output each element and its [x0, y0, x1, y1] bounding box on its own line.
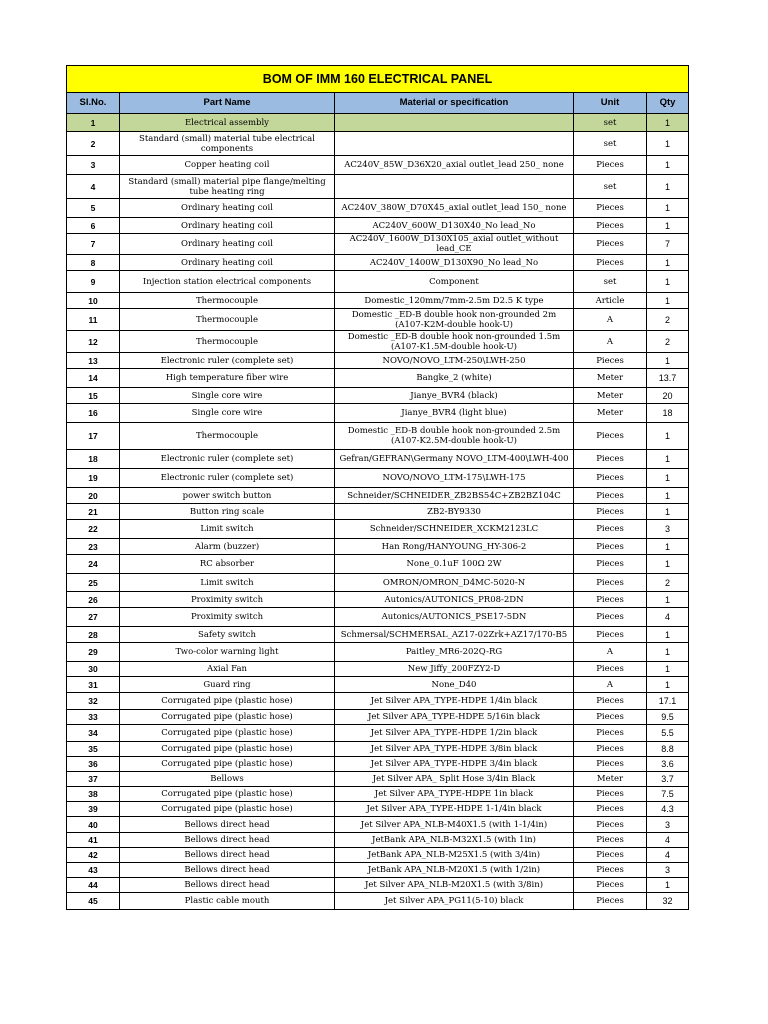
cell-part-name: Bellows direct head	[120, 848, 335, 863]
table-row	[67, 555, 689, 574]
cell-qty: 1	[647, 255, 689, 271]
cell-material: Domestic_120mm/7mm-2.5m D2.5 K type	[335, 293, 574, 309]
cell-unit: A	[574, 643, 647, 662]
cell-slno: 37	[67, 772, 120, 787]
cell-material: Component	[335, 271, 574, 293]
cell-slno: 10	[67, 293, 120, 309]
cell-material: Jet Silver APA_PG11(5-10) black	[335, 893, 574, 910]
cell-qty: 3.7	[647, 772, 689, 787]
cell-part-name: Single core wire	[120, 388, 335, 404]
cell-qty: 1	[647, 488, 689, 504]
cell-slno: 44	[67, 878, 120, 893]
cell-unit: Meter	[574, 772, 647, 787]
bom-table-body	[67, 114, 689, 910]
table-row	[67, 863, 689, 878]
cell-unit: Pieces	[574, 218, 647, 234]
cell-unit: Pieces	[574, 863, 647, 878]
cell-qty: 4	[647, 833, 689, 848]
cell-material: NOVO/NOVO_LTM-250\LWH-250	[335, 353, 574, 369]
cell-slno: 21	[67, 504, 120, 520]
cell-unit: Pieces	[574, 574, 647, 592]
cell-unit: Pieces	[574, 353, 647, 369]
cell-qty: 1	[647, 539, 689, 555]
cell-qty: 1	[647, 353, 689, 369]
cell-part-name: Electronic ruler (complete set)	[120, 450, 335, 469]
cell-qty: 1	[647, 199, 689, 218]
cell-part-name: Corrugated pipe (plastic hose)	[120, 725, 335, 742]
cell-part-name: Electronic ruler (complete set)	[120, 469, 335, 488]
cell-slno: 7	[67, 234, 120, 255]
cell-slno: 1	[67, 114, 120, 132]
cell-slno: 12	[67, 331, 120, 353]
table-row	[67, 156, 689, 175]
cell-part-name: Plastic cable mouth	[120, 893, 335, 910]
table-row	[67, 742, 689, 757]
cell-part-name: Electrical assembly	[120, 114, 335, 132]
cell-part-name: Thermocouple	[120, 309, 335, 331]
table-row	[67, 772, 689, 787]
cell-material: None_0.1uF 100Ω 2W	[335, 555, 574, 574]
column-header-qty: Qty	[647, 93, 689, 114]
cell-qty: 1	[647, 555, 689, 574]
cell-qty: 1	[647, 592, 689, 608]
cell-qty: 1	[647, 114, 689, 132]
table-row	[67, 787, 689, 802]
cell-slno: 22	[67, 520, 120, 539]
cell-qty: 1	[647, 293, 689, 309]
cell-unit: Pieces	[574, 848, 647, 863]
cell-slno: 11	[67, 309, 120, 331]
cell-slno: 41	[67, 833, 120, 848]
cell-unit: Pieces	[574, 757, 647, 772]
cell-part-name: RC absorber	[120, 555, 335, 574]
table-row	[67, 353, 689, 369]
table-row	[67, 592, 689, 608]
cell-unit: Meter	[574, 388, 647, 404]
cell-part-name: Button ring scale	[120, 504, 335, 520]
table-row	[67, 234, 689, 255]
table-row	[67, 710, 689, 725]
cell-qty: 1	[647, 156, 689, 175]
cell-unit: set	[574, 271, 647, 293]
cell-qty: 1	[647, 132, 689, 156]
cell-slno: 32	[67, 693, 120, 710]
cell-unit: Pieces	[574, 725, 647, 742]
cell-part-name: Proximity switch	[120, 592, 335, 608]
cell-part-name: Bellows direct head	[120, 863, 335, 878]
table-row	[67, 450, 689, 469]
cell-material: Autonics/AUTONICS_PR08-2DN	[335, 592, 574, 608]
cell-unit: Meter	[574, 369, 647, 388]
cell-part-name: Proximity switch	[120, 608, 335, 627]
cell-part-name: Thermocouple	[120, 293, 335, 309]
cell-part-name: Bellows direct head	[120, 833, 335, 848]
cell-slno: 2	[67, 132, 120, 156]
cell-material: Jet Silver APA_NLB-M40X1.5 (with 1-1/4in)	[335, 817, 574, 833]
cell-qty: 4	[647, 848, 689, 863]
cell-material: AC240V_85W_D36X20_axial outlet_lead 250_ none	[335, 156, 574, 175]
cell-unit: Pieces	[574, 488, 647, 504]
table-title: BOM OF IMM 160 ELECTRICAL PANEL	[67, 66, 689, 93]
cell-slno: 33	[67, 710, 120, 725]
cell-slno: 15	[67, 388, 120, 404]
cell-qty: 1	[647, 271, 689, 293]
cell-unit: Pieces	[574, 255, 647, 271]
table-row	[67, 757, 689, 772]
table-row	[67, 293, 689, 309]
cell-material	[335, 132, 574, 156]
cell-qty: 1	[647, 504, 689, 520]
cell-material: Domestic _ED-B double hook non-grounded 2.5m (A107-K2.5M-double hook-U)	[335, 423, 574, 450]
cell-slno: 30	[67, 662, 120, 677]
cell-qty: 1	[647, 450, 689, 469]
cell-material: Jianye_BVR4 (black)	[335, 388, 574, 404]
cell-qty: 8.8	[647, 742, 689, 757]
table-row	[67, 331, 689, 353]
cell-part-name: Injection station electrical components	[120, 271, 335, 293]
table-row	[67, 662, 689, 677]
cell-qty: 3	[647, 520, 689, 539]
cell-unit: Pieces	[574, 893, 647, 910]
cell-qty: 3	[647, 863, 689, 878]
cell-qty: 17.1	[647, 693, 689, 710]
cell-qty: 1	[647, 218, 689, 234]
cell-qty: 7.5	[647, 787, 689, 802]
cell-material: Han Rong/HANYOUNG_HY-306-2	[335, 539, 574, 555]
cell-unit: Pieces	[574, 469, 647, 488]
cell-material: Jet Silver APA_ Split Hose 3/4in Black	[335, 772, 574, 787]
cell-material: Jet Silver APA_TYPE-HDPE 1/4in black	[335, 693, 574, 710]
table-row	[67, 643, 689, 662]
cell-part-name: Limit switch	[120, 520, 335, 539]
cell-unit: Pieces	[574, 592, 647, 608]
cell-slno: 24	[67, 555, 120, 574]
cell-part-name: Single core wire	[120, 404, 335, 423]
cell-slno: 25	[67, 574, 120, 592]
cell-slno: 17	[67, 423, 120, 450]
cell-slno: 9	[67, 271, 120, 293]
cell-part-name: Bellows direct head	[120, 878, 335, 893]
cell-slno: 23	[67, 539, 120, 555]
cell-unit: Pieces	[574, 504, 647, 520]
table-row	[67, 218, 689, 234]
cell-part-name: Ordinary heating coil	[120, 199, 335, 218]
cell-material: Autonics/AUTONICS_PSE17-5DN	[335, 608, 574, 627]
cell-part-name: Limit switch	[120, 574, 335, 592]
table-row	[67, 309, 689, 331]
cell-slno: 20	[67, 488, 120, 504]
table-row	[67, 627, 689, 643]
table-row	[67, 893, 689, 910]
table-row	[67, 608, 689, 627]
cell-unit: Pieces	[574, 608, 647, 627]
table-row	[67, 520, 689, 539]
cell-material: None_D40	[335, 677, 574, 693]
cell-slno: 28	[67, 627, 120, 643]
table-row	[67, 388, 689, 404]
cell-qty: 1	[647, 662, 689, 677]
cell-part-name: Corrugated pipe (plastic hose)	[120, 742, 335, 757]
table-row	[67, 504, 689, 520]
table-row	[67, 469, 689, 488]
cell-material	[335, 114, 574, 132]
cell-slno: 18	[67, 450, 120, 469]
cell-part-name: Two-color warning light	[120, 643, 335, 662]
table-row	[67, 574, 689, 592]
table-row	[67, 114, 689, 132]
cell-qty: 1	[647, 175, 689, 199]
cell-part-name: Standard (small) material pipe flange/melting tube heating ring	[120, 175, 335, 199]
cell-part-name: Corrugated pipe (plastic hose)	[120, 802, 335, 817]
cell-material: NOVO/NOVO_LTM-175\LWH-175	[335, 469, 574, 488]
cell-slno: 38	[67, 787, 120, 802]
cell-unit: Pieces	[574, 199, 647, 218]
cell-slno: 29	[67, 643, 120, 662]
cell-qty: 1	[647, 469, 689, 488]
cell-material: Domestic _ED-B double hook non-grounded 2m (A107-K2M-double hook-U)	[335, 309, 574, 331]
cell-part-name: Corrugated pipe (plastic hose)	[120, 787, 335, 802]
cell-unit: Pieces	[574, 662, 647, 677]
cell-part-name: Safety switch	[120, 627, 335, 643]
cell-material: Jet Silver APA_TYPE-HDPE 3/4in black	[335, 757, 574, 772]
table-row	[67, 175, 689, 199]
cell-slno: 43	[67, 863, 120, 878]
cell-unit: Pieces	[574, 833, 647, 848]
table-row	[67, 848, 689, 863]
cell-qty: 13.7	[647, 369, 689, 388]
cell-material: AC240V_1400W_D130X90_No lead_No	[335, 255, 574, 271]
cell-material: Schmersal/SCHMERSAL_AZ17-02Zrk+AZ17/170-B5	[335, 627, 574, 643]
cell-slno: 3	[67, 156, 120, 175]
cell-material: JetBank APA_NLB-M25X1.5 (with 3/4in)	[335, 848, 574, 863]
cell-qty: 2	[647, 574, 689, 592]
cell-slno: 4	[67, 175, 120, 199]
cell-slno: 36	[67, 757, 120, 772]
cell-material: Jet Silver APA_TYPE-HDPE 3/8in black	[335, 742, 574, 757]
cell-unit: set	[574, 114, 647, 132]
cell-material: AC240V_600W_D130X40_No lead_No	[335, 218, 574, 234]
cell-unit: Pieces	[574, 156, 647, 175]
cell-unit: set	[574, 175, 647, 199]
cell-part-name: Standard (small) material tube electrical components	[120, 132, 335, 156]
cell-slno: 6	[67, 218, 120, 234]
cell-unit: Pieces	[574, 710, 647, 725]
cell-unit: Pieces	[574, 787, 647, 802]
cell-material: Paitley_MR6-202Q-RG	[335, 643, 574, 662]
cell-part-name: Electronic ruler (complete set)	[120, 353, 335, 369]
cell-unit: Pieces	[574, 742, 647, 757]
cell-qty: 20	[647, 388, 689, 404]
cell-part-name: Corrugated pipe (plastic hose)	[120, 693, 335, 710]
cell-qty: 2	[647, 309, 689, 331]
cell-qty: 9.5	[647, 710, 689, 725]
cell-unit: Pieces	[574, 423, 647, 450]
cell-material: Schneider/SCHNEIDER_XCKM2123LC	[335, 520, 574, 539]
cell-unit: Pieces	[574, 450, 647, 469]
cell-slno: 26	[67, 592, 120, 608]
cell-slno: 19	[67, 469, 120, 488]
cell-unit: Pieces	[574, 693, 647, 710]
cell-material: JetBank APA_NLB-M32X1.5 (with 1in)	[335, 833, 574, 848]
cell-part-name: Bellows	[120, 772, 335, 787]
cell-qty: 4	[647, 608, 689, 627]
table-row	[67, 132, 689, 156]
cell-qty: 2	[647, 331, 689, 353]
cell-unit: Pieces	[574, 555, 647, 574]
cell-unit: Pieces	[574, 539, 647, 555]
cell-slno: 39	[67, 802, 120, 817]
cell-qty: 1	[647, 643, 689, 662]
column-header-row	[67, 93, 689, 114]
table-row	[67, 693, 689, 710]
cell-slno: 14	[67, 369, 120, 388]
table-row	[67, 725, 689, 742]
cell-qty: 7	[647, 234, 689, 255]
cell-slno: 34	[67, 725, 120, 742]
cell-part-name: power switch button	[120, 488, 335, 504]
cell-qty: 3.6	[647, 757, 689, 772]
table-row	[67, 423, 689, 450]
cell-unit: set	[574, 132, 647, 156]
cell-qty: 1	[647, 677, 689, 693]
column-header-unit: Unit	[574, 93, 647, 114]
cell-material: AC240V_380W_D70X45_axial outlet_lead 150_ none	[335, 199, 574, 218]
table-row	[67, 271, 689, 293]
cell-qty: 3	[647, 817, 689, 833]
cell-part-name: Copper heating coil	[120, 156, 335, 175]
cell-qty: 1	[647, 878, 689, 893]
cell-qty: 32	[647, 893, 689, 910]
bom-table	[66, 65, 689, 910]
cell-unit: Pieces	[574, 234, 647, 255]
table-row	[67, 817, 689, 833]
cell-slno: 42	[67, 848, 120, 863]
cell-slno: 8	[67, 255, 120, 271]
cell-part-name: Guard ring	[120, 677, 335, 693]
cell-material: OMRON/OMRON_D4MC-5020-N	[335, 574, 574, 592]
cell-material: Bangke_2 (white)	[335, 369, 574, 388]
cell-material: Jet Silver APA_TYPE-HDPE 1-1/4in black	[335, 802, 574, 817]
cell-material: Jet Silver APA_TYPE-HDPE 5/16in black	[335, 710, 574, 725]
cell-material: Gefran/GEFRAN\Germany NOVO_LTM-400\LWH-400	[335, 450, 574, 469]
cell-material	[335, 175, 574, 199]
cell-unit: Pieces	[574, 520, 647, 539]
table-row	[67, 539, 689, 555]
cell-part-name: Alarm (buzzer)	[120, 539, 335, 555]
cell-qty: 5.5	[647, 725, 689, 742]
column-header-material: Material or specification	[335, 93, 574, 114]
cell-qty: 18	[647, 404, 689, 423]
cell-slno: 27	[67, 608, 120, 627]
cell-slno: 31	[67, 677, 120, 693]
table-row	[67, 369, 689, 388]
table-row	[67, 677, 689, 693]
cell-material: ZB2-BY9330	[335, 504, 574, 520]
table-row	[67, 878, 689, 893]
cell-part-name: Corrugated pipe (plastic hose)	[120, 710, 335, 725]
cell-qty: 4.3	[647, 802, 689, 817]
cell-unit: Pieces	[574, 817, 647, 833]
cell-qty: 1	[647, 423, 689, 450]
cell-material: Schneider/SCHNEIDER_ZB2BS54C+ZB2BZ104C	[335, 488, 574, 504]
cell-material: Jet Silver APA_TYPE-HDPE 1in black	[335, 787, 574, 802]
cell-qty: 1	[647, 627, 689, 643]
cell-slno: 5	[67, 199, 120, 218]
cell-unit: Pieces	[574, 802, 647, 817]
cell-part-name: High temperature fiber wire	[120, 369, 335, 388]
cell-unit: Pieces	[574, 627, 647, 643]
cell-material: Jet Silver APA_NLB-M20X1.5 (with 3/8in)	[335, 878, 574, 893]
column-header-slno: Sl.No.	[67, 93, 120, 114]
cell-part-name: Ordinary heating coil	[120, 255, 335, 271]
column-header-part-name: Part Name	[120, 93, 335, 114]
cell-material: Domestic _ED-B double hook non-grounded 1.5m (A107-K1.5M-double hook-U)	[335, 331, 574, 353]
cell-part-name: Ordinary heating coil	[120, 218, 335, 234]
cell-slno: 35	[67, 742, 120, 757]
cell-material: AC240V_1600W_D130X105_axial outlet_without lead_CE	[335, 234, 574, 255]
cell-unit: Meter	[574, 404, 647, 423]
cell-slno: 16	[67, 404, 120, 423]
cell-unit: A	[574, 677, 647, 693]
cell-unit: A	[574, 309, 647, 331]
table-row	[67, 255, 689, 271]
cell-material: Jianye_BVR4 (light blue)	[335, 404, 574, 423]
cell-slno: 40	[67, 817, 120, 833]
cell-part-name: Thermocouple	[120, 423, 335, 450]
cell-material: JetBank APA_NLB-M20X1.5 (with 1/2in)	[335, 863, 574, 878]
cell-slno: 45	[67, 893, 120, 910]
cell-unit: Article	[574, 293, 647, 309]
cell-part-name: Thermocouple	[120, 331, 335, 353]
table-row	[67, 802, 689, 817]
cell-part-name: Ordinary heating coil	[120, 234, 335, 255]
cell-part-name: Axial Fan	[120, 662, 335, 677]
table-row	[67, 488, 689, 504]
cell-slno: 13	[67, 353, 120, 369]
cell-part-name: Bellows direct head	[120, 817, 335, 833]
cell-unit: A	[574, 331, 647, 353]
table-row	[67, 404, 689, 423]
cell-unit: Pieces	[574, 878, 647, 893]
cell-part-name: Corrugated pipe (plastic hose)	[120, 757, 335, 772]
cell-material: New Jiffy_200FZY2-D	[335, 662, 574, 677]
table-row	[67, 199, 689, 218]
table-row	[67, 833, 689, 848]
cell-material: Jet Silver APA_TYPE-HDPE 1/2in black	[335, 725, 574, 742]
